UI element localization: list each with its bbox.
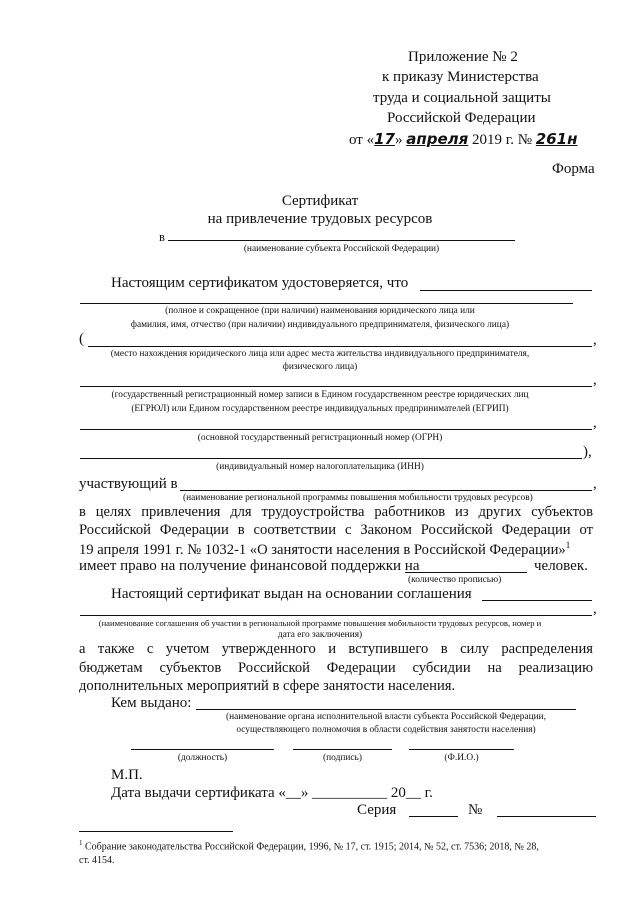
caption-agreement-2: дата его заключения): [277, 630, 363, 640]
ogrn-line: [80, 429, 592, 430]
count-line: [405, 572, 527, 573]
stamp-label: М.П.: [111, 767, 143, 783]
paragraph-line-3-text: 19 апреля 1991 г. № 1032-1 «О занятости населения в Российской Федерации»: [79, 541, 566, 558]
agreement-line-1: [482, 600, 592, 601]
caption-program: (наименование региональной программы повышения мобильности трудовых ресурсов): [183, 493, 533, 503]
caption-ogrn: (основной государственный регистрационный номер (ОГРН): [197, 433, 443, 443]
footnote-line-1: [79, 839, 539, 852]
number-line: [497, 816, 596, 817]
certificate-title: Сертификат: [281, 193, 359, 209]
caption-authority-2: осуществляющего полномочия в области содействия занятости населения): [236, 725, 536, 735]
in-prefix: в: [159, 230, 165, 244]
paragraph-line-3: [79, 540, 570, 559]
russian-federation: Российской Федерации: [387, 110, 536, 126]
signature-line: [293, 749, 392, 750]
form-label: Форма: [552, 161, 595, 177]
date-prefix: от «: [349, 132, 375, 148]
order-of-ministry: к приказу Министерства: [382, 69, 539, 85]
footnote-mark: 1: [79, 839, 83, 847]
address-line: [88, 346, 592, 347]
footnote-text-1: Собрание законодательства Российской Федерации, 1996, № 17, ст. 1915; 2014, № 52, ст. 7536; 2018, № 28,: [82, 841, 539, 853]
appendix-number: Приложение № 2: [408, 49, 518, 65]
right-prefix: имеет право на получение финансовой поддержки на: [79, 558, 420, 574]
series-line: [409, 816, 458, 817]
date-month: апреля: [406, 130, 469, 148]
caption-position: (должность): [177, 753, 228, 763]
issued-basis-text: Настоящий сертификат выдан на основании соглашения: [111, 586, 472, 602]
fio-line: [409, 749, 514, 750]
registration-line: [80, 386, 592, 387]
open-paren: (: [79, 331, 84, 347]
certify-text: Настоящим сертификатом удостоверяется, что: [111, 275, 409, 291]
close-paren: ),: [583, 444, 592, 460]
caption-fio: (Ф.И.О.): [444, 753, 479, 763]
caption-address-2: физического лица): [282, 362, 358, 372]
right-suffix: человек.: [534, 558, 588, 574]
ministry-name: труда и социальной защиты: [373, 90, 551, 106]
footnote-reference: 1: [565, 540, 571, 550]
caption-registration-1: (государственный регистрационный номер записи в Едином государственном реестре юридических лиц: [111, 390, 529, 400]
paragraph-line-1: в целях привлечения для трудоустройства работников из других субъектов: [79, 504, 593, 520]
issued-to-label: Кем выдано:: [111, 695, 192, 711]
comma-4: ,: [593, 476, 597, 492]
issue-date: Дата выдачи сертификата «__» __________ 20__ г.: [111, 785, 433, 801]
position-line: [131, 749, 274, 750]
also-line-2: бюджетам субъектов Российской Федерации субсидии на реализацию: [79, 660, 593, 676]
date-mid: »: [394, 132, 407, 148]
also-line-3: дополнительных мероприятий в сфере занятости населения.: [79, 678, 456, 694]
caption-address-1: (место нахождения юридического лица или адрес места жительства индивидуального предпринимателя,: [110, 349, 530, 359]
inn-line: [80, 458, 582, 459]
footnote-divider: [79, 831, 233, 832]
caption-inn: (индивидуальный номер налогоплательщика (ИНН): [216, 462, 424, 472]
certify-line: [420, 290, 592, 291]
number-label: №: [468, 802, 483, 818]
order-date-line: [349, 130, 577, 149]
caption-subject: (наименование субъекта Российской Федерации): [243, 244, 440, 254]
paragraph-line-2: Российской Федерации в соответствии с Законом Российской Федерации от: [79, 522, 593, 538]
caption-agreement-1: (наименование соглашения об участии в региональной программе повышения мобильности трудовых ресурсов, номер и: [98, 618, 542, 628]
authority-line: [196, 709, 576, 710]
caption-signature: (подпись): [323, 753, 362, 763]
certificate-subtitle: на привлечение трудовых ресурсов: [207, 211, 433, 227]
footnote-line-2: ст. 4154.: [79, 855, 115, 866]
caption-count: (количество прописью): [408, 575, 502, 585]
caption-name-2: фамилия, имя, отчество (при наличии) индивидуального предпринимателя, физического лица): [130, 320, 510, 330]
program-line: [180, 490, 592, 491]
comma-3: ,: [593, 415, 597, 431]
date-day: 17: [374, 130, 395, 148]
series-label: Серия: [357, 802, 397, 818]
also-line-1: а также с учетом утвержденного и вступившего в силу распределения: [79, 641, 593, 657]
subject-field-line: [168, 240, 515, 241]
caption-registration-2: (ЕГРЮЛ) или Едином государственном реестре индивидуальных предпринимателей (ЕГРИП): [131, 404, 509, 414]
comma-2: ,: [593, 372, 597, 388]
comma-1: ,: [593, 332, 597, 348]
caption-name-1: (полное и сокращенное (при наличии) наименования юридического лица или: [165, 306, 475, 316]
participating-text: участвующий в: [79, 476, 178, 492]
agreement-line-2: [80, 615, 592, 616]
caption-authority-1: (наименование органа исполнительной власти субъекта Российской Федерации,: [226, 712, 546, 722]
date-year: 2019 г. №: [468, 132, 536, 148]
comma-5: ,: [593, 601, 597, 617]
order-number: 261н: [535, 130, 578, 148]
name-line: [80, 303, 573, 304]
